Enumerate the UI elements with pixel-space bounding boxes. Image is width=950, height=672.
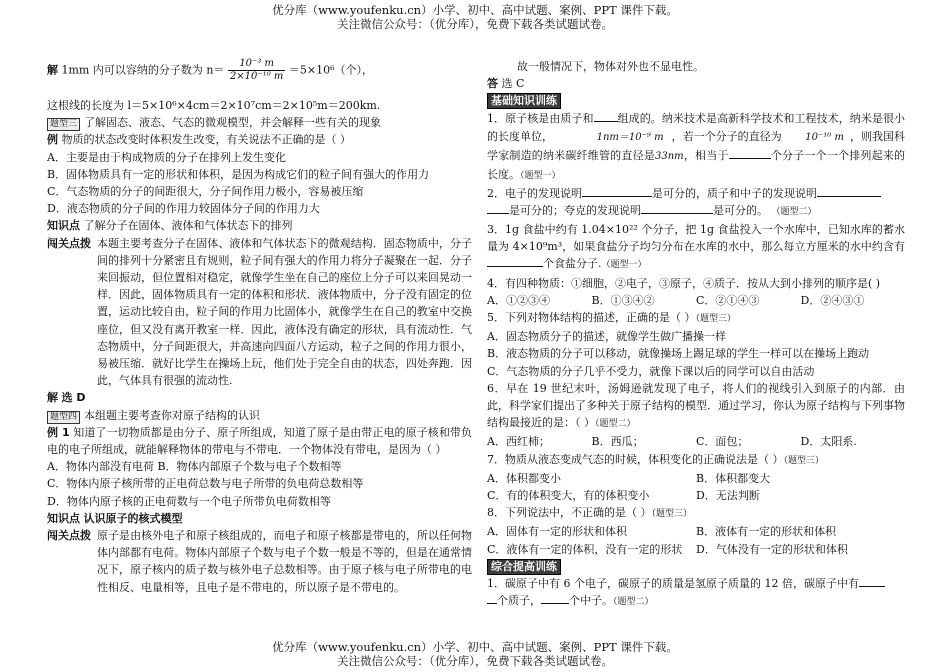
advanced-training-banner — [487, 558, 905, 575]
hint-label: 闯关点拨 — [47, 236, 91, 250]
q4-option-a[interactable]: A．①②③④ — [487, 293, 550, 307]
example-1 — [47, 424, 472, 458]
q7-option-c[interactable]: C．有的体积变大，有的体积变小 — [487, 489, 650, 503]
question-4: 4．有四种物质：①细胞，②电子，③原子，④质子．按从大到小排列的顺序是( ) — [487, 276, 881, 290]
q4-option-c[interactable]: C．②①④③ — [696, 293, 760, 307]
solution-text: 1mm 内可以容纳的分子数为 n＝ — [61, 63, 225, 77]
question-5 — [487, 309, 905, 328]
q7-type: （题型三） — [783, 455, 825, 466]
q1-text-d: ，则我国科学家制造的纳米碳纤维管的直径是 — [487, 129, 906, 162]
question-8 — [487, 504, 905, 523]
option-a: A．主要是由于构成物质的分子在排列上发生变化 — [47, 150, 286, 164]
comprehensive-question-1 — [487, 575, 905, 611]
hint-text: 原子是由核外电子和原子核组成的，而电子和原子核都是带电的，所以任何物体内部都有电荷。物体内部原子个数与电子个数一般是不等的，但是在通常情况下，原子核内的质子数与核外电子总数相等。由于原子核与电子所带电的电性相反、电量相等，且电子是不带电的，所以原子是不带电的。 — [97, 529, 472, 594]
q6-text: 6．早在 19 世纪末叶，汤姆逊就发现了电子，将人们的视线引入到原子的内部．由此，科学家们提出了多种关于原子结构的模型．通过学习，你认为原子结构与下列事物结构最接近的是：（ ） — [487, 381, 905, 430]
option-ab: A．物体内部没有电荷 B．物体内部原子个数与电子个数相等 — [47, 460, 342, 474]
q1-text-e: ，相当于 — [683, 148, 729, 162]
c1-type: （题型二） — [613, 597, 654, 608]
q1-text-c: ，若一个分子的直径为 — [671, 129, 782, 143]
q6-option-d[interactable]: D．太阳系. — [800, 435, 857, 449]
answer — [487, 75, 905, 92]
chain-length: 这根线的长度为 l＝5×10⁶×4cm＝2×10⁷cm＝2×10⁵m＝200km. — [47, 99, 381, 112]
solution-molecule-count — [47, 58, 472, 83]
hint-text: 本题主要考查分子在固体、液体和气体状态下的微观结构．固态物质中，分子间的排列十分紧密且有规则，粒子间有强大的作用力将分子凝聚在一起．分子来回振动，但位置相对稳定，就像学生坐在自己的座位上分子可以来回晃动一样．因此，固体物质具有一定的体积和形状．液体物质中，分子没有固定的位置，运动比较自由，粒子间的作用力比固体小，就像学生在自己的教室中交换座位，但又没有离开教室一样．因此，液体没有确定的形状，具有流动性．气态物质中，分子间距很大，并高速向四面八方运动，粒子之间的作用力很小，易被压缩．就好比学生在操场上玩，他们处于完全自由的状态，四处奔跑．因此，气体具有很强的流动性. — [97, 236, 472, 388]
q6-type: （题型二） — [595, 419, 636, 430]
answer-blank[interactable] — [594, 121, 618, 122]
q6-option-c[interactable]: C．面包； — [696, 435, 749, 449]
answer-blank[interactable] — [859, 586, 885, 587]
type-text: 本组题主要考查你对原子结构的认识 — [84, 408, 261, 422]
answer-blank[interactable] — [729, 158, 771, 159]
answer — [47, 389, 472, 406]
q5-option-a[interactable]: A．固态物质分子的描述，就像学生做广播操一样 — [487, 330, 726, 344]
question-type-4 — [47, 407, 472, 424]
kp-label: 知识点 — [47, 511, 80, 525]
q2-type: （题型二） — [771, 206, 817, 217]
example — [47, 131, 472, 148]
answer-blank[interactable] — [487, 213, 509, 214]
q3-text-b: 个食盐分子. — [543, 257, 602, 271]
q7-option-b[interactable]: B．体积都变大 — [696, 471, 771, 485]
q1-math-1: 1nm＝10⁻⁹ m — [596, 131, 664, 143]
answer-text: 选 D — [61, 391, 86, 405]
q6-option-a[interactable]: A．西红柿； — [487, 435, 550, 449]
footer-line-1: 优分库（www.youfenku.cn）小学、初中、高中试题、案例、PPT 课件下载。 — [272, 640, 678, 654]
q4-options — [487, 292, 905, 309]
footer-line-2: 关注微信公众号：（优分库），免费下载各类试题试卷。 — [337, 654, 613, 668]
type-text: 了解固态、液态、气态的微观模型，并会解释一些有关的现象 — [84, 116, 382, 130]
header-line-2: 关注微信公众号：（优分库），免费下载各类试题试卷。 — [337, 17, 613, 31]
answer-blank[interactable] — [541, 603, 569, 604]
answer-label: 解 — [47, 391, 58, 405]
q1-text-f: 个分子一个一个排列起来的长度。 — [487, 148, 906, 181]
hint-block — [47, 527, 472, 596]
example-text: 物质的状态改变时体积发生改变，有关说法不正确的是（ ） — [61, 133, 351, 147]
answer-blank[interactable] — [817, 196, 881, 197]
answer-blank[interactable] — [487, 266, 543, 267]
banner-label: 基础知识训练 — [487, 93, 561, 109]
header-line-1: 优分库（www.youfenku.cn）小学、初中、高中试题、案例、PPT 课件下载。 — [272, 3, 678, 17]
knowledge-point — [47, 217, 472, 234]
option-c: C．气态物质的分子的间距很大，分子间作用力极小，容易被压缩 — [47, 185, 364, 199]
option-b: B．固体物质具有一定的形状和体积，是因为构成它们的粒子间有强大的作用力 — [47, 167, 430, 181]
q8-option-d[interactable]: D．气体没有一定的形状和体积 — [696, 542, 848, 556]
answer-blank[interactable] — [487, 603, 497, 604]
answer-blank[interactable] — [582, 196, 652, 197]
answer-blank[interactable] — [641, 213, 713, 214]
q8-option-b[interactable]: B．液体有一定的形状和体积 — [696, 525, 837, 539]
q8-type: （题型三） — [651, 509, 693, 520]
right-column — [487, 58, 905, 611]
q5-text: 5．下列对物体结构的描述，正确的是（ ） — [487, 311, 696, 325]
q1-text-a: 1．原子核是由质子和 — [487, 111, 594, 125]
q4-option-d[interactable]: D．②④③① — [800, 293, 865, 307]
q6-option-b[interactable]: B．西瓜； — [591, 435, 644, 449]
q7-option-a[interactable]: A．体积都变小 — [487, 471, 561, 485]
page-header — [0, 3, 950, 31]
continuation: 故一般情况下，物体对外也不显电性。 — [517, 60, 704, 73]
q3-type: （题型一） — [601, 260, 647, 271]
kp-text: 认识原子的核式模型 — [83, 511, 183, 525]
fraction — [228, 58, 285, 83]
q2-text-d: 是可分的。 — [713, 203, 768, 217]
kp-label: 知识点 — [47, 219, 80, 233]
page-footer — [0, 640, 950, 668]
example-text: 知道了一切物质都是由分子、原子所组成，知道了原子是由带正电的原子核和带负电的电子所组成，就能解释物体的带电与不带电．一个物体没有带电，是因为（ ） — [47, 425, 473, 457]
c1-text-b: 个质子， — [497, 594, 541, 608]
q5-type: （题型三） — [695, 314, 737, 325]
q1-math-3: 33nm — [654, 150, 684, 162]
banner-label: 综合提高训练 — [487, 559, 561, 575]
option-c: C．物体内原子核所带的正电荷总数与电子所带的负电荷总数相等 — [47, 477, 364, 491]
q5-option-c[interactable]: C．气态物质的分子几乎不受力，就像下课以后的同学可以自由活动 — [487, 364, 815, 378]
q7-text: 7．物质从液态变成气态的时候，体积变化的正确说法是（ ） — [487, 452, 784, 466]
q1-text-b: 组成的。纳米技术是高新科学技术和工程技术，纳米是很小的长度单位， — [487, 111, 906, 143]
knowledge-point — [47, 510, 472, 527]
hint-label: 闯关点拨 — [47, 529, 91, 543]
example-label: 例 1 — [47, 425, 70, 439]
question-3 — [487, 221, 905, 275]
q2-text-c: 是可分的；夸克的发现说明 — [509, 203, 641, 217]
q2-text-a: 2．电子的发现说明 — [487, 186, 582, 200]
q4-option-b[interactable]: B．①③④② — [591, 293, 655, 307]
q8-options-row1 — [487, 523, 905, 540]
kp-text: 了解分子在固体、液体和气体状态下的排列 — [83, 219, 293, 233]
basic-training-banner — [487, 92, 905, 109]
c1-text-a: 1．碳原子中有 6 个电子，碳原子的质量是氢原子质量的 12 倍，碳原子中有 — [487, 577, 859, 591]
q1-type: （题型一） — [520, 170, 561, 181]
q8-text: 8．下列说法中，不正确的是（ ） — [487, 506, 652, 520]
example-label: 例 — [47, 133, 58, 147]
hint-block — [47, 235, 472, 390]
option-d: D．物体内原子核的正电荷数与一个电子所带负电荷数相等 — [47, 494, 331, 508]
left-column — [47, 58, 472, 596]
q8-option-c[interactable]: C．液体有一定的体积，没有一定的形状 — [487, 542, 683, 556]
q7-options-row1 — [487, 470, 905, 487]
q7-option-d[interactable]: D．无法判断 — [696, 489, 760, 503]
q3-text-a: 3．1g 食盐中约有 1.04×10²² 个分子，把 1g 食盐投入一个水库中，已知水库的蓄水量为 4×10⁹m³，如果食盐分子均匀分布在水库的水中，那么每立方厘米的水中约含有 — [487, 223, 905, 254]
question-type-3 — [47, 114, 472, 131]
q5-option-b[interactable]: B．液态物质的分子可以移动，就像操场上踢足球的学生一样可以在操场上跑动 — [487, 347, 870, 361]
type-tag: 题型四 — [47, 411, 80, 424]
q2-text-b: 是可分的，质子和中子的发现说明 — [652, 186, 817, 200]
solution-tail: ＝5×10⁶（个）， — [288, 63, 373, 77]
q8-options-row2 — [487, 541, 905, 558]
q1-math-2: 10⁻¹⁰ m — [805, 131, 844, 143]
q8-option-a[interactable]: A．固体有一定的形状和体积 — [487, 525, 627, 539]
fraction-numerator: 10⁻³ m — [228, 58, 285, 71]
solution-label: 解 — [47, 63, 58, 77]
answer-label: 答 — [487, 77, 498, 91]
q6-options — [487, 433, 905, 450]
question-6 — [487, 380, 905, 434]
question-1 — [487, 110, 905, 185]
option-d: D．液态物质的分子间的作用力较固体分子间的作用力大 — [47, 202, 320, 216]
answer-text: 选 C — [501, 77, 525, 91]
question-7 — [487, 451, 905, 470]
q7-options-row2 — [487, 487, 905, 504]
question-2 — [487, 185, 905, 221]
fraction-denominator: 2×10⁻¹⁰ m — [229, 71, 284, 82]
type-tag: 题型三 — [47, 118, 80, 131]
c1-text-c: 个中子。 — [569, 594, 613, 608]
